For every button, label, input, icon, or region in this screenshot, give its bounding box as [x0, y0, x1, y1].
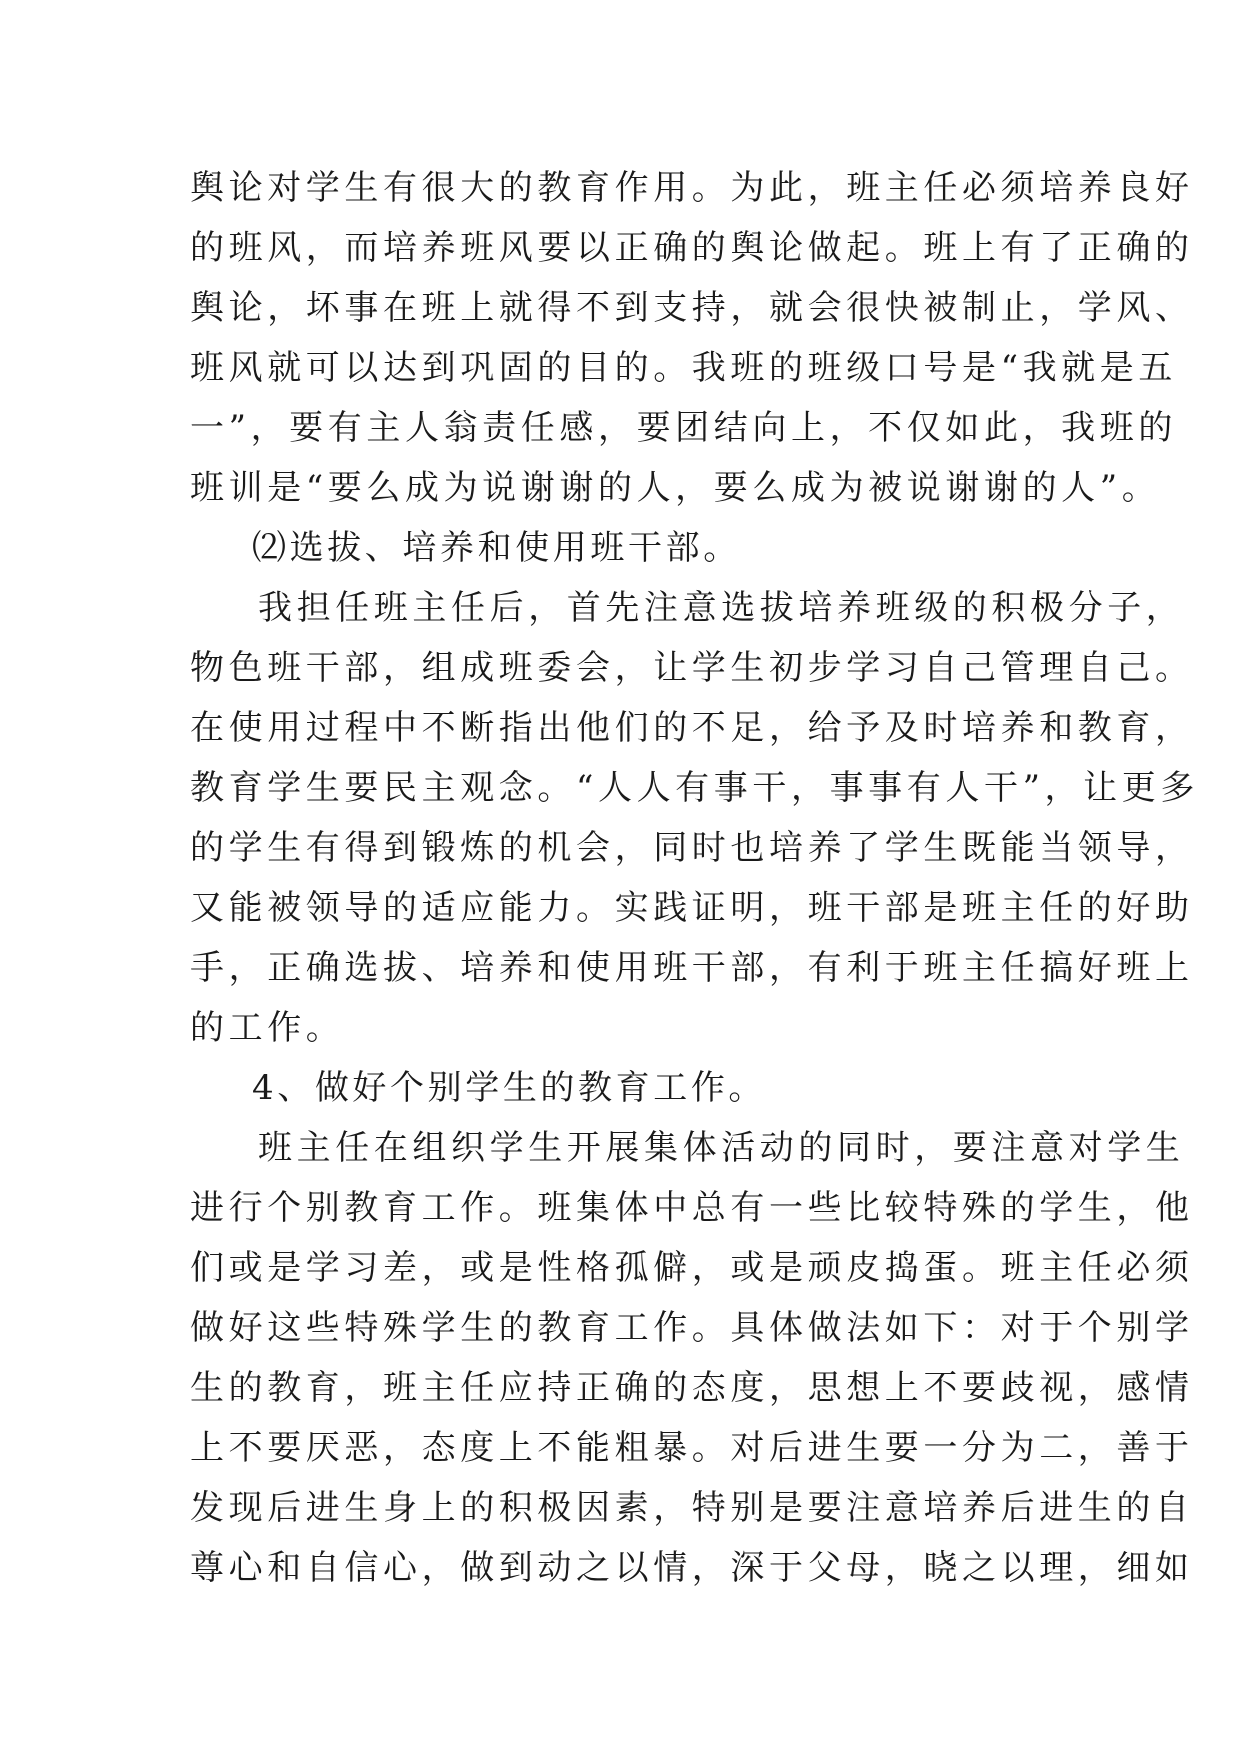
paragraph-first-line: 我担任班主任后，首先注意选拔培养班级的积极分子，	[258, 588, 1185, 628]
text-line: 舆论，坏事在班上就得不到支持，就会很快被制止，学风、	[190, 288, 1194, 328]
text-line: 在使用过程中不断指出他们的不足，给予及时培养和教育，	[190, 708, 1194, 748]
text-line: 进行个别教育工作。班集体中总有一些比较特殊的学生，他	[190, 1188, 1194, 1228]
text-line: 发现后进生身上的积极因素，特别是要注意培养后进生的自	[190, 1488, 1194, 1528]
section-heading: 4、做好个别学生的教育工作。	[252, 1068, 767, 1108]
text-line: 一”，要有主人翁责任感，要团结向上，不仅如此，我班的	[190, 408, 1177, 448]
text-line: 做好这些特殊学生的教育工作。具体做法如下：对于个别学	[190, 1308, 1194, 1348]
text-line: 上不要厌恶，态度上不能粗暴。对后进生要一分为二，善于	[190, 1428, 1194, 1468]
text-line: 的班风，而培养班风要以正确的舆论做起。班上有了正确的	[190, 228, 1194, 268]
text-line: 舆论对学生有很大的教育作用。为此，班主任必须培养良好	[190, 168, 1194, 208]
text-line: 物色班干部，组成班委会，让学生初步学习自己管理自己。	[190, 648, 1194, 688]
text-line: 教育学生要民主观念。“人人有事干，事事有人干”，让更多	[190, 768, 1199, 808]
text-line: 尊心和自信心，做到动之以情，深于父母，晓之以理，细如	[190, 1548, 1194, 1588]
text-line: 们或是学习差，或是性格孤僻，或是顽皮捣蛋。班主任必须	[190, 1248, 1194, 1288]
text-line: 生的教育，班主任应持正确的态度，思想上不要歧视，感情	[190, 1368, 1194, 1408]
text-line: 又能被领导的适应能力。实践证明，班干部是班主任的好助	[190, 888, 1194, 928]
text-line: 班风就可以达到巩固的目的。我班的班级口号是“我就是五	[190, 348, 1177, 388]
text-line: 的学生有得到锻炼的机会，同时也培养了学生既能当领导，	[190, 828, 1194, 868]
section-heading: ⑵选拔、培养和使用班干部。	[252, 528, 741, 568]
paragraph-first-line: 班主任在组织学生开展集体活动的同时，要注意对学生	[258, 1128, 1185, 1168]
body-text	[190, 158, 1199, 1598]
text-line: 的工作。	[190, 1008, 345, 1048]
text-line: 手，正确选拔、培养和使用班干部，有利于班主任搞好班上	[190, 948, 1194, 988]
text-line: 班训是“要么成为说谢谢的人，要么成为被说谢谢的人”。	[190, 468, 1161, 508]
